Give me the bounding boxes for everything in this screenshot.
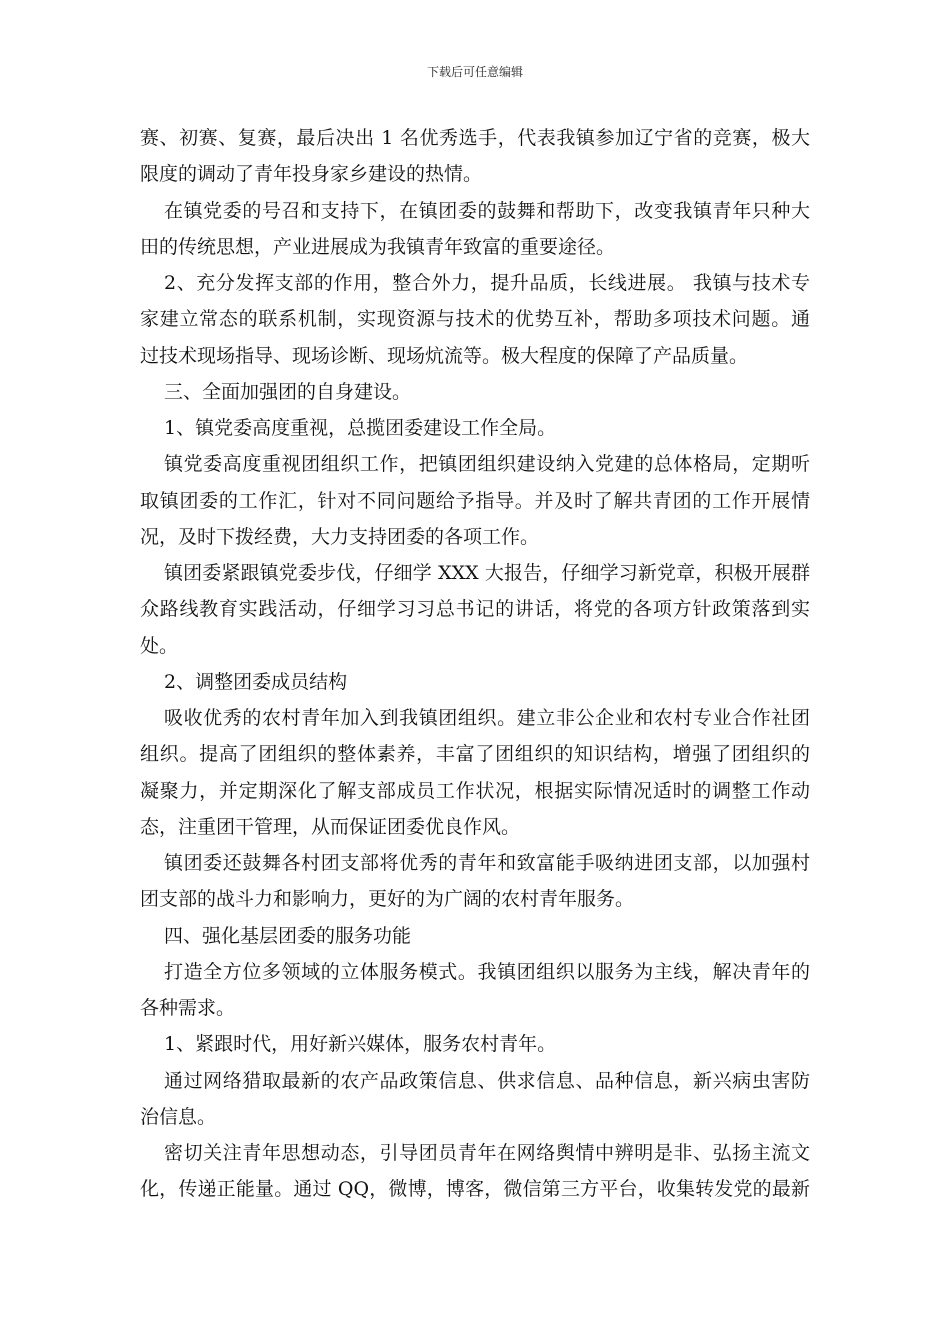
text-line: 化，传递正能量。通过 QQ，微博，博客，微信第三方平台，收集转发党的最新 [140, 1178, 810, 1201]
page-header: 下载后可任意编辑 [426, 65, 523, 79]
text-line: 凝聚力，并定期深化了解支部成员工作状况，根据实际情况适时的调整工作动 [140, 779, 810, 802]
text-line: 况，及时下拨经费，大力支持团委的各项工作。 [140, 525, 540, 548]
text-line: 过技术现场指导、现场诊断、现场炕流等。极大程度的保障了产品质量。 [140, 344, 749, 367]
text-line: 通过网络猎取最新的农产品政策信息、供求信息、品种信息，新兴病虫害防 [164, 1069, 810, 1092]
text-line: 镇团委紧跟镇党委步伐，仔细学 XXX 大报告，仔细学习新党章，积极开展群 [164, 562, 810, 584]
text-line: 各种需求。 [140, 997, 236, 1019]
text-line: 处。 [140, 634, 179, 657]
document-body [140, 120, 810, 1208]
text-line: 1、紧跟时代，用好新兴媒体，服务农村青年。 [164, 1033, 557, 1056]
text-line: 众路线教育实践活动，仔细学习习总书记的讲话，将党的各项方针政策落到实 [140, 598, 810, 621]
text-line: 组织。提高了团组织的整体素养，丰富了团组织的知识结构，增强了团组织的 [140, 743, 810, 766]
text-line: 1、镇党委高度重视，总揽团委建设工作全局。 [164, 417, 557, 439]
text-line: 2、充分发挥支部的作用，整合外力，提升品质，长线进展。 我镇与技术专 [164, 272, 810, 294]
text-line: 家建立常态的联系机制，实现资源与技术的优势互补，帮助多项技术问题。通 [140, 308, 810, 331]
text-line: 团支部的战斗力和影响力，更好的为广阔的农村青年服务。 [140, 888, 635, 911]
text-line: 取镇团委的工作汇，针对不同问题给予指导。并及时了解共青团的工作开展情 [140, 489, 810, 512]
text-line: 2、调整团委成员结构 [164, 670, 348, 693]
text-line: 打造全方位多领域的立体服务模式。我镇团组织以服务为主线，解决青年的 [164, 960, 810, 983]
text-line: 治信息。 [140, 1105, 217, 1128]
text-line: 赛、初赛、复赛，最后决出 1 名优秀选手，代表我镇参加辽宁省的竞赛，极大 [140, 127, 810, 149]
text-line: 田的传统思想，产业进展成为我镇青年致富的重要途径。 [140, 235, 616, 258]
text-line: 限度的调动了青年投身家乡建设的热情。 [140, 163, 483, 186]
text-line: 吸收优秀的农村青年加入到我镇团组织。建立非公企业和农村专业合作社团 [164, 707, 810, 729]
text-line: 密切关注青年思想动态，引导团员青年在网络舆情中辨明是非、弘扬主流文 [164, 1142, 810, 1164]
text-line: 镇党委高度重视团组织工作，把镇团组织建设纳入党建的总体格局，定期听 [164, 453, 810, 476]
text-line: 态，注重团干管理，从而保证团委优良作风。 [140, 815, 521, 838]
text-line: 在镇党委的号召和支持下，在镇团委的鼓舞和帮助下，改变我镇青年只种大 [164, 199, 810, 222]
text-line: 四、强化基层团委的服务功能 [164, 924, 412, 947]
text-line: 三、全面加强团的自身建设。 [164, 380, 412, 403]
text-line: 镇团委还鼓舞各村团支部将优秀的青年和致富能手吸纳进团支部，以加强村 [164, 852, 810, 874]
